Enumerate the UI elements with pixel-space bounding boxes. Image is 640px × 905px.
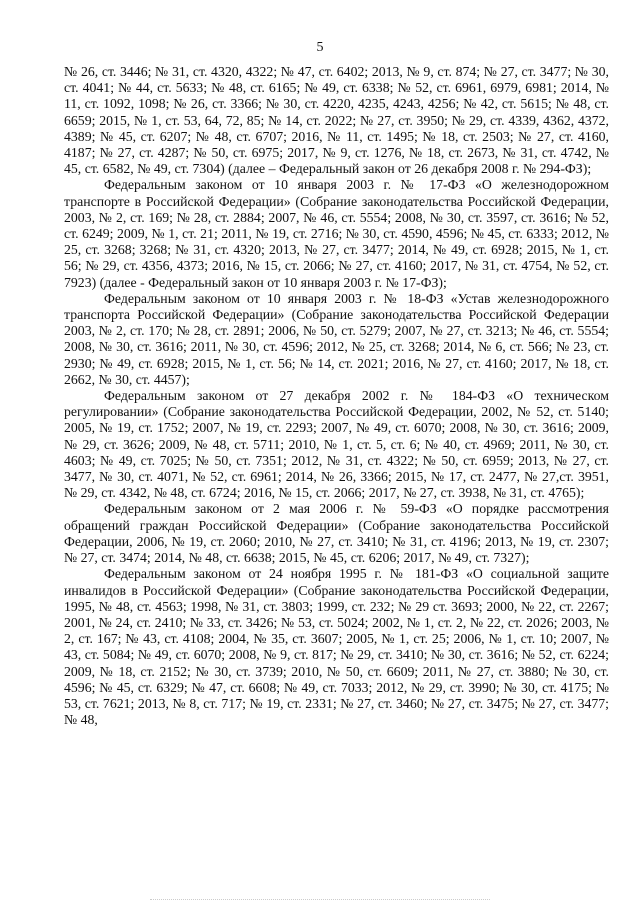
paragraph-continuation: № 26, ст. 3446; № 31, ст. 4320, 4322; № 47, ст. 6402; 2013, № 9, ст. 874; № 27, ст. 3477; № 30, ст. 4041; № 44, ст. 5633; № 48, ст. 6165; № 49, ст. 6338; № 52, ст. 6961, 6979, 6981; 2014, № 11, ст. 1092, 1098; № 26, ст. 3366; № 30, ст. 4220, 4235, 4243, 4256; № 42, ст. 5615; № 48, ст. 6659; 2015, № 1, ст. 53, 64, 72, 85; № 14, ст. 2022; № 27, ст. 3950; № 29, ст. 4339, 4362, 4372, 4389; № 45, ст. 6207; № 48, ст. 6707; 2016, № 11, ст. 1495; № 18, ст. 2503; № 27, ст. 4160, 4187; № 27, ст. 4287; № 50, ст. 6975; 2017, № 9, ст. 1276, № 18, ст. 2673, № 31, ст. 4742, № 45, ст. 6582, № 49, ст. 7304) (далее – Федеральный закон от 26 декабря 2008 г. № 294-ФЗ); [64, 64, 609, 177]
paragraph-law-18-fz: Федеральным законом от 10 января 2003 г. № 18-ФЗ «Устав железнодорожного транспорта Российской Федерации» (Собрание законодательства Российской Федерации 2003, № 2, ст. 170; № 28, ст. 2891; 2006, № 50, ст. 5279; 2007, № 27, ст. 3213; № 46, ст. 5554; 2008, № 30, ст. 3616; 2011, № 30, ст. 4596; 2012, № 25, ст. 3268; 2014, № 6, ст. 566; № 23, ст. 2930; № 49, ст. 6928; 2015, № 1, ст. 56; № 14, ст. 2021; 2016, № 27, ст. 4160; 2017, № 18, ст. 2662, № 30, ст. 4457); [64, 290, 609, 387]
paragraph-law-184-fz: Федеральным законом от 27 декабря 2002 г. № 184-ФЗ «О техническом регулировании» (Собрание законодательства Российской Федерации, 2002, № 52, ст. 5140; 2005, № 19, ст. 1752; 2007, № 19, ст. 2293; 2007, № 49, ст. 6070; 2008, № 30, ст. 3616; 2009, № 29, ст. 3626; 2009, № 48, ст. 5711; 2010, № 1, ст. 5, ст. 6; № 40, ст. 4969; 2011, № 30, ст. 4603; № 49, ст. 7025; № 50, ст. 7351; 2012, № 31, ст. 4322; № 50, ст. 6959; 2013, № 27, ст. 3477, № 30, ст. 4071, № 52, ст. 6961; 2014, № 26, 3366; 2015, № 17, ст. 2477, № 27,ст. 3951, № 29, ст. 4342, № 48, ст. 6724; 2016, № 15, ст. 2066; 2017, № 27, ст. 3938, № 31, ст. 4765); [64, 388, 609, 501]
paragraph-law-59-fz: Федеральным законом от 2 мая 2006 г. № 59-ФЗ «О порядке рассмотрения обращений граждан Российской Федерации» (Собрание законодательства Российской Федерации, 2006, № 19, ст. 2060; 2010, № 27, ст. 3410; № 31, ст. 4196; 2013, № 19, ст. 2307; № 27, ст. 3474; 2014, № 48, ст. 6638; 2015, № 45, ст. 6206; 2017, № 49, ст. 7327); [64, 501, 609, 566]
paragraph-law-181-fz: Федеральным законом от 24 ноября 1995 г. № 181-ФЗ «О социальной защите инвалидов в Российской Федерации» (Собрание законодательства Российской Федерации, 1995, № 48, ст. 4563; 1998, № 31, ст. 3803; 1999, ст. 232; № 29 ст. 3693; 2000, № 22, ст. 2267; 2001, № 24, ст. 2410; № 33, ст. 3426; № 53, ст. 5024; 2002, № 1, ст. 2, № 22, ст. 2026; 2003, № 2, ст. 167; № 43, ст. 4108; 2004, № 35, ст. 3607; 2005, № 1, ст. 25; 2006, № 1, ст. 10; 2007, № 43, ст. 5084; № 49, ст. 6070; 2008, № 9, ст. 817; № 29, ст. 3410; № 30, ст. 3616; № 52, ст. 6224; 2009, № 18, ст. 2152; № 30, ст. 3739; 2010, № 50, ст. 6609; 2011, № 27, ст. 3880; № 30, ст. 4596; № 45, ст. 6329; № 47, ст. 6608; № 49, ст. 7033; 2012, № 29, ст. 3990; № 30, ст. 4175; № 53, ст. 7621; 2013, № 8, ст. 717; № 19, ст. 2331; № 27, ст. 3460; № 27, ст. 3475; № 27, ст. 3477; № 48, [64, 566, 609, 728]
paragraph-law-17-fz: Федеральным законом от 10 января 2003 г. № 17-ФЗ «О железнодорожном транспорте в Российской Федерации» (Собрание законодательства Российской Федерации, 2003, № 2, ст. 169; № 28, ст. 2884; 2007, № 46, ст. 5554; 2008, № 30, ст. 3597, ст. 3616; № 52, ст. 6249; 2009, № 1, ст. 21; 2011, № 19, ст. 2716; № 30, ст. 4590, 4596; № 45, ст. 6333; 2012, № 25, ст. 3268; 3268; № 31, ст. 4320; 2013, № 27, ст. 3477; 2014, № 49, ст. 6928; 2015, № 1, ст. 56; № 29, ст. 4356, 4373; 2016, № 15, ст. 2066; № 27, ст. 4160; 2017, № 31, ст. 4754, № 52, ст. 7923) (далее - Федеральный закон от 10 января 2003 г. № 17-ФЗ); [64, 177, 609, 290]
page-number: 5 [316, 40, 324, 55]
scan-edge-artifact [150, 899, 490, 903]
document-body [64, 64, 609, 728]
